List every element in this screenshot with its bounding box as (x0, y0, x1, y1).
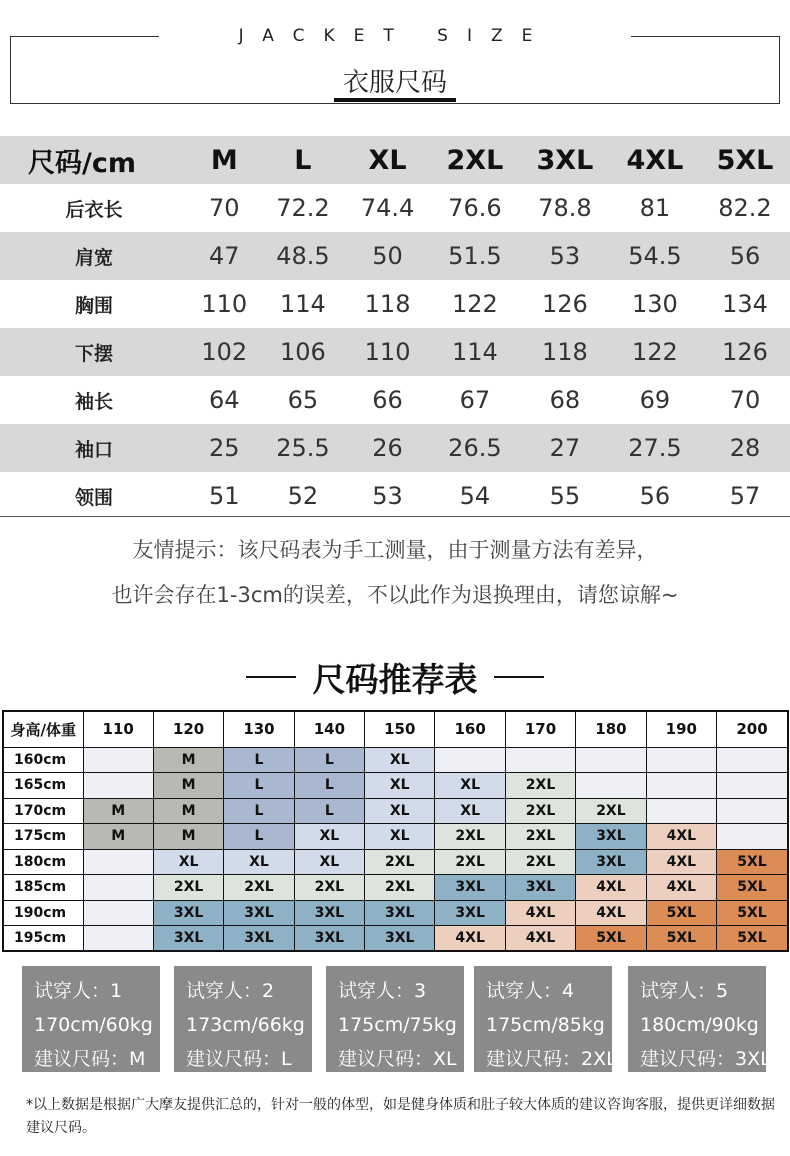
size-value-cell: 26.5 (430, 424, 520, 472)
empty-cell (646, 747, 716, 773)
size-suggestion-cell: 3XL (294, 900, 364, 926)
tip-line-1: 友情提示：该尺码表为手工测量，由于测量方法有差异， (132, 538, 658, 562)
size-suggestion-cell: L (224, 824, 294, 850)
height-label-cell: 195cm (3, 926, 83, 952)
size-row-label: 袖口 (0, 424, 188, 472)
tryon-card-3 (326, 966, 464, 1072)
size-suggestion-cell: 2XL (505, 849, 575, 875)
size-value-cell: 56 (639, 482, 671, 510)
size-row-label: 袖长 (74, 390, 113, 413)
size-table-row (0, 328, 790, 376)
size-value-cell: 68 (549, 386, 581, 414)
size-suggestion-cell: 4XL (646, 875, 716, 901)
size-suggestion-cell: 2XL (365, 849, 435, 875)
size-suggestion-cell: M (153, 773, 223, 799)
size-suggestion-cell: XL (224, 849, 294, 875)
tryon-stats: 175cm/75kg (338, 1014, 457, 1036)
size-suggestion-cell: XL (153, 849, 223, 875)
empty-cell (83, 747, 153, 773)
empty-cell (83, 773, 153, 799)
recommend-row (3, 747, 788, 773)
size-row-label: 领围 (74, 486, 113, 509)
size-suggestion-cell: 5XL (717, 926, 788, 952)
size-table-row (0, 376, 790, 424)
empty-cell (717, 798, 788, 824)
size-suggestion-cell: 3XL (435, 900, 505, 926)
size-value-cell: 64 (209, 386, 240, 414)
header-underline (334, 98, 456, 102)
size-value-cell: 122 (451, 290, 498, 318)
size-header-cell: 2XL (430, 136, 520, 184)
size-suggestion-cell: 3XL (294, 926, 364, 952)
tip-line-2: 也许会存在1-3cm的误差，不以此作为退换理由，请您谅解~ (111, 583, 679, 607)
size-suggestion-cell: 5XL (717, 849, 788, 875)
tryon-suggest: 建议尺码：2XL (486, 1048, 617, 1070)
size-value-cell: 122 (610, 328, 700, 376)
recommend-row (3, 900, 788, 926)
size-header-cell: 5XL (700, 136, 790, 184)
size-value-cell: 27 (520, 424, 610, 472)
size-value-cell: 51 (209, 482, 240, 510)
weight-header-cell: 110 (83, 711, 153, 747)
size-value-cell: 25 (188, 424, 261, 472)
size-suggestion-cell: 4XL (505, 926, 575, 952)
size-value-cell: 47 (188, 232, 261, 280)
size-suggestion-cell: 2XL (435, 849, 505, 875)
size-value-cell: 126 (700, 328, 790, 376)
size-value-cell: 70 (729, 386, 761, 414)
size-value-cell: 72.2 (276, 194, 330, 222)
weight-header-cell: 200 (717, 711, 788, 747)
size-value-cell: 55 (549, 482, 581, 510)
size-value-cell: 53 (372, 482, 403, 510)
tryon-person: 试穿人：3 (338, 980, 427, 1002)
size-value-cell: 134 (722, 290, 768, 318)
size-suggestion-cell: 5XL (717, 900, 788, 926)
size-suggestion-cell: 2XL (365, 875, 435, 901)
size-row-label: 胸围 (74, 294, 113, 317)
size-suggestion-cell: M (153, 824, 223, 850)
size-suggestion-cell: 4XL (646, 849, 716, 875)
recommend-row (3, 875, 788, 901)
size-suggestion-cell: XL (294, 849, 364, 875)
height-label-cell: 170cm (3, 798, 83, 824)
recommend-row (3, 824, 788, 850)
size-suggestion-cell: XL (365, 824, 435, 850)
weight-header-cell: 130 (224, 711, 294, 747)
size-value-cell: 48.5 (261, 232, 346, 280)
size-value-cell: 114 (280, 290, 326, 318)
size-value-cell: 118 (520, 328, 610, 376)
empty-cell (576, 747, 646, 773)
size-suggestion-cell: M (83, 798, 153, 824)
footnote: *以上数据是根据广大摩友提供汇总的，针对一般的体型，如是健身体质和肚子较大体质的建议咨询客服，提供更详细数据建议尺码。 (26, 1097, 775, 1136)
size-suggestion-cell: XL (365, 798, 435, 824)
height-label-cell: 165cm (3, 773, 83, 799)
size-value-cell: 50 (345, 232, 430, 280)
size-suggestion-cell: XL (365, 773, 435, 799)
tryon-card-5 (628, 966, 771, 1072)
size-table-bottom-rule (0, 516, 790, 517)
recommend-table (2, 710, 789, 952)
tryon-person: 试穿人：4 (486, 980, 575, 1002)
size-suggestion-cell: 2XL (294, 875, 364, 901)
header-english-title: JACKET SIZE (238, 26, 552, 46)
tryon-suggest: 建议尺码：XL (338, 1048, 457, 1070)
size-value-cell: 114 (430, 328, 520, 376)
weight-header-cell: 150 (365, 711, 435, 747)
size-value-cell: 110 (345, 328, 430, 376)
recommend-corner: 身高/体重 (3, 711, 83, 747)
size-value-cell: 67 (459, 386, 491, 414)
empty-cell (576, 773, 646, 799)
recommend-row (3, 926, 788, 952)
size-value-cell: 74.4 (360, 194, 415, 222)
size-suggestion-cell: 3XL (435, 875, 505, 901)
size-suggestion-cell: M (83, 824, 153, 850)
empty-cell (717, 747, 788, 773)
size-suggestion-cell: 4XL (576, 875, 646, 901)
size-suggestion-cell: 3XL (153, 926, 223, 952)
size-suggestion-cell: M (153, 747, 223, 773)
empty-cell (83, 849, 153, 875)
size-value-cell: 130 (632, 290, 678, 318)
size-table-row (0, 472, 790, 520)
tryon-person: 试穿人：1 (34, 980, 123, 1002)
size-header-cell: L (261, 136, 346, 184)
tryon-suggest: 建议尺码：L (186, 1048, 292, 1070)
size-value-cell: 110 (201, 290, 248, 318)
size-value-cell: 118 (364, 290, 411, 318)
weight-header-cell: 140 (294, 711, 364, 747)
size-header-cell: XL (345, 136, 430, 184)
size-value-cell: 56 (700, 232, 790, 280)
size-value-cell: 57 (729, 482, 761, 510)
size-table-row (0, 184, 790, 232)
weight-header-cell: 120 (153, 711, 223, 747)
size-suggestion-cell: L (224, 798, 294, 824)
size-suggestion-cell: 2XL (505, 824, 575, 850)
size-suggestion-cell: L (294, 773, 364, 799)
size-value-cell: 102 (188, 328, 261, 376)
size-value-cell: 54.5 (610, 232, 700, 280)
size-value-cell: 65 (287, 386, 319, 414)
size-value-cell: 27.5 (610, 424, 700, 472)
size-value-cell: 51.5 (430, 232, 520, 280)
header-chinese-title: 衣服尺码 (342, 68, 447, 98)
size-suggestion-cell: 3XL (153, 900, 223, 926)
size-suggestion-cell: 2XL (576, 798, 646, 824)
size-value-cell: 53 (520, 232, 610, 280)
size-suggestion-cell: L (224, 773, 294, 799)
size-table-header-row (0, 136, 790, 184)
size-value-cell: 126 (542, 290, 588, 318)
size-row-label: 肩宽 (0, 232, 188, 280)
weight-header-cell: 160 (435, 711, 505, 747)
height-label-cell: 175cm (3, 824, 83, 850)
size-table-row (0, 424, 790, 472)
size-suggestion-cell: 3XL (224, 900, 294, 926)
size-value-cell: 25.5 (261, 424, 346, 472)
weight-header-cell: 180 (576, 711, 646, 747)
size-value-cell: 78.8 (538, 194, 592, 222)
recommend-row (3, 798, 788, 824)
weight-header-cell: 190 (646, 711, 716, 747)
size-suggestion-cell: 5XL (717, 875, 788, 901)
tryon-stats: 170cm/60kg (34, 1014, 153, 1036)
empty-cell (83, 875, 153, 901)
size-value-cell: 66 (372, 386, 403, 414)
recommend-header-row (3, 711, 788, 747)
size-table-row (0, 232, 790, 280)
tryon-suggest: 建议尺码：M (34, 1048, 146, 1070)
size-table-row (0, 280, 790, 328)
height-label-cell: 190cm (3, 900, 83, 926)
empty-cell (83, 900, 153, 926)
size-suggestion-cell: 3XL (505, 875, 575, 901)
size-suggestion-cell: 2XL (505, 773, 575, 799)
size-suggestion-cell: 4XL (435, 926, 505, 952)
height-label-cell: 185cm (3, 875, 83, 901)
empty-cell (717, 773, 788, 799)
size-table (0, 136, 790, 520)
size-suggestion-cell: XL (435, 798, 505, 824)
tryon-stats: 173cm/66kg (186, 1014, 305, 1036)
size-value-cell: 70 (209, 194, 240, 222)
size-suggestion-cell: 4XL (505, 900, 575, 926)
size-row-label: 后衣长 (65, 198, 123, 221)
size-suggestion-cell: 4XL (576, 900, 646, 926)
empty-cell (646, 773, 716, 799)
size-suggestion-cell: L (294, 798, 364, 824)
tryon-card-2 (174, 966, 312, 1072)
empty-cell (83, 926, 153, 952)
tryon-person: 试穿人：2 (186, 980, 275, 1002)
recommend-row (3, 849, 788, 875)
size-suggestion-cell: 2XL (505, 798, 575, 824)
empty-cell (717, 824, 788, 850)
size-value-cell: 82.2 (718, 194, 772, 222)
tryon-stats: 180cm/90kg (640, 1014, 759, 1036)
size-suggestion-cell: 3XL (365, 926, 435, 952)
size-suggestion-cell: L (224, 747, 294, 773)
tryon-person: 试穿人：5 (640, 980, 729, 1002)
size-value-cell: 76.6 (448, 194, 502, 222)
size-suggestion-cell: 5XL (646, 926, 716, 952)
size-value-cell: 81 (639, 194, 671, 222)
size-suggestion-cell: XL (365, 747, 435, 773)
size-header-cell: 4XL (610, 136, 700, 184)
height-label-cell: 160cm (3, 747, 83, 773)
size-value-cell: 54 (459, 482, 491, 510)
size-suggestion-cell: M (153, 798, 223, 824)
size-suggestion-cell: XL (435, 773, 505, 799)
size-value-cell: 52 (287, 482, 319, 510)
size-value-cell: 26 (345, 424, 430, 472)
size-suggestion-cell: XL (294, 824, 364, 850)
empty-cell (505, 747, 575, 773)
size-suggestion-cell: 3XL (576, 824, 646, 850)
size-suggestion-cell: 2XL (153, 875, 223, 901)
size-suggestion-cell: L (294, 747, 364, 773)
size-header-cell: M (188, 136, 261, 184)
title-dash-right (494, 676, 544, 678)
size-suggestion-cell: 4XL (646, 824, 716, 850)
size-table-corner: 尺码/cm (0, 136, 188, 184)
tryon-suggest: 建议尺码：3XL (640, 1048, 771, 1070)
size-suggestion-cell: 5XL (576, 926, 646, 952)
size-row-label: 下摆 (0, 328, 188, 376)
size-value-cell: 106 (261, 328, 346, 376)
size-suggestion-cell: 3XL (365, 900, 435, 926)
tryon-card-4 (474, 966, 617, 1072)
tryon-stats: 175cm/85kg (486, 1014, 605, 1036)
empty-cell (435, 747, 505, 773)
weight-header-cell: 170 (505, 711, 575, 747)
size-header-cell: 3XL (520, 136, 610, 184)
size-suggestion-cell: 3XL (576, 849, 646, 875)
height-label-cell: 180cm (3, 849, 83, 875)
size-suggestion-cell: 3XL (224, 926, 294, 952)
size-value-cell: 69 (639, 386, 671, 414)
size-value-cell: 28 (700, 424, 790, 472)
size-suggestion-cell: 2XL (435, 824, 505, 850)
recommend-row (3, 773, 788, 799)
empty-cell (646, 798, 716, 824)
tryon-card-1 (22, 966, 160, 1072)
size-suggestion-cell: 2XL (224, 875, 294, 901)
recommend-title: 尺码推荐表 (312, 660, 478, 699)
size-suggestion-cell: 5XL (646, 900, 716, 926)
